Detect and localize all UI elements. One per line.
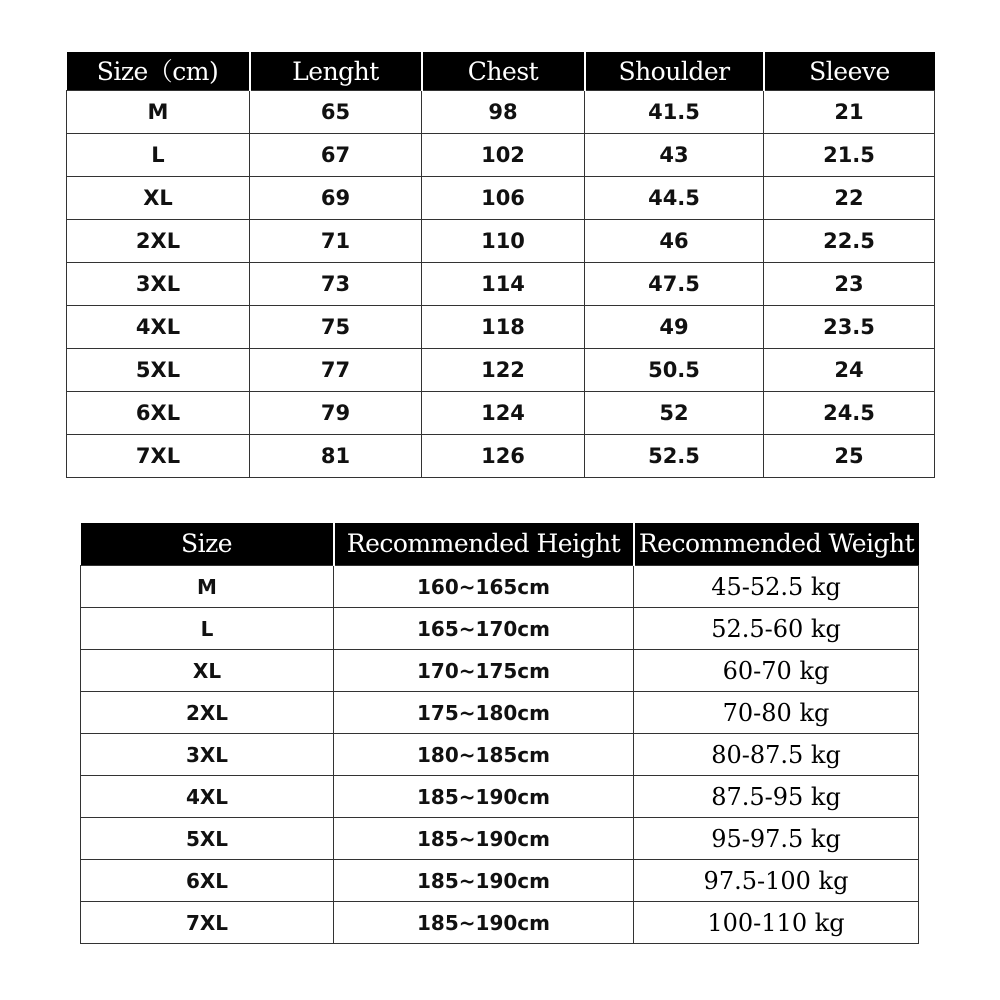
height-cell: 185~190cm [334,860,634,902]
height-cell: 175~180cm [334,692,634,734]
size-cell: 4XL [81,776,334,818]
height-cell: 180~185cm [334,734,634,776]
shoulder-cell: 49 [585,306,764,349]
header-size: Size（cm) [67,52,250,91]
size-cell: M [67,91,250,134]
table-row [67,220,935,263]
size-cell: 4XL [67,306,250,349]
size-cell: XL [81,650,334,692]
length-cell: 75 [250,306,422,349]
sleeve-cell: 24.5 [764,392,935,435]
table-row [81,818,919,860]
shoulder-cell: 52 [585,392,764,435]
shoulder-cell: 44.5 [585,177,764,220]
chest-cell: 118 [422,306,585,349]
size-cell: 2XL [81,692,334,734]
length-cell: 71 [250,220,422,263]
size-cell: 5XL [67,349,250,392]
weight-cell: 80-87.5 kg [634,734,919,776]
length-cell: 79 [250,392,422,435]
size-cell: 7XL [81,902,334,944]
sleeve-cell: 22.5 [764,220,935,263]
size-cell: L [81,608,334,650]
length-cell: 69 [250,177,422,220]
size-cell: 3XL [81,734,334,776]
shoulder-cell: 46 [585,220,764,263]
shoulder-cell: 52.5 [585,435,764,478]
chest-cell: 114 [422,263,585,306]
table-row [67,91,935,134]
length-cell: 73 [250,263,422,306]
table-row [81,902,919,944]
height-cell: 185~190cm [334,776,634,818]
shoulder-cell: 43 [585,134,764,177]
length-cell: 67 [250,134,422,177]
weight-cell: 60-70 kg [634,650,919,692]
size-cell: L [67,134,250,177]
size-cell: XL [67,177,250,220]
chest-cell: 122 [422,349,585,392]
table-row [67,134,935,177]
table-row [81,566,919,608]
size-cell: 6XL [81,860,334,902]
header-size: Size [81,523,334,566]
size-cell: 3XL [67,263,250,306]
height-cell: 185~190cm [334,902,634,944]
table-row [81,608,919,650]
chest-cell: 102 [422,134,585,177]
table-row [81,650,919,692]
size-cell: M [81,566,334,608]
size-cell: 5XL [81,818,334,860]
sleeve-cell: 24 [764,349,935,392]
size-measurement-table [66,52,935,478]
sleeve-cell: 22 [764,177,935,220]
shoulder-cell: 41.5 [585,91,764,134]
weight-cell: 97.5-100 kg [634,860,919,902]
chest-cell: 124 [422,392,585,435]
chest-cell: 98 [422,91,585,134]
size-recommendation-table [80,523,919,944]
header-sleeve: Sleeve [764,52,935,91]
table-row [67,263,935,306]
size-cell: 7XL [67,435,250,478]
table-row [67,435,935,478]
size-cell: 6XL [67,392,250,435]
table-row [81,860,919,902]
shoulder-cell: 50.5 [585,349,764,392]
chest-cell: 106 [422,177,585,220]
table-row [67,306,935,349]
sleeve-cell: 21.5 [764,134,935,177]
height-cell: 185~190cm [334,818,634,860]
weight-cell: 70-80 kg [634,692,919,734]
header-chest: Chest [422,52,585,91]
recommendation-table-header-row [81,523,919,566]
chest-cell: 126 [422,435,585,478]
sleeve-cell: 23.5 [764,306,935,349]
table-row [67,177,935,220]
sleeve-cell: 25 [764,435,935,478]
header-length: Lenght [250,52,422,91]
sleeve-cell: 21 [764,91,935,134]
length-cell: 77 [250,349,422,392]
chest-cell: 110 [422,220,585,263]
table-row [81,692,919,734]
header-recommended-height: Recommended Height [334,523,634,566]
height-cell: 170~175cm [334,650,634,692]
header-shoulder: Shoulder [585,52,764,91]
header-recommended-weight: Recommended Weight [634,523,919,566]
weight-cell: 100-110 kg [634,902,919,944]
height-cell: 160~165cm [334,566,634,608]
table-row [67,349,935,392]
size-cell: 2XL [67,220,250,263]
weight-cell: 45-52.5 kg [634,566,919,608]
length-cell: 81 [250,435,422,478]
table-row [67,392,935,435]
height-cell: 165~170cm [334,608,634,650]
size-table-header-row [67,52,935,91]
shoulder-cell: 47.5 [585,263,764,306]
weight-cell: 87.5-95 kg [634,776,919,818]
table-row [81,734,919,776]
sleeve-cell: 23 [764,263,935,306]
weight-cell: 52.5-60 kg [634,608,919,650]
length-cell: 65 [250,91,422,134]
weight-cell: 95-97.5 kg [634,818,919,860]
table-row [81,776,919,818]
